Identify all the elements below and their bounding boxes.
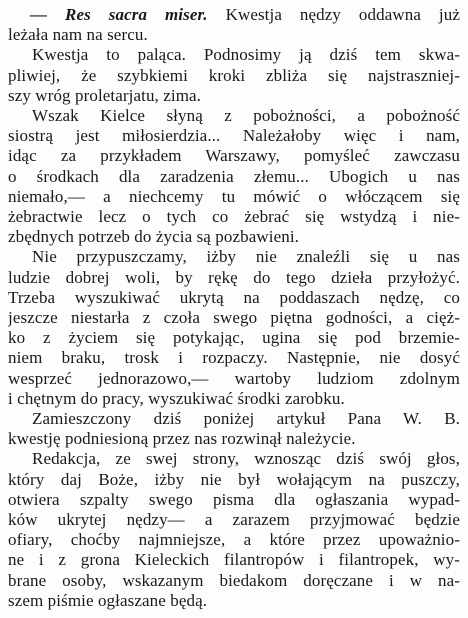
article-line: szem piśmie ogłaszane będą. — [8, 590, 208, 610]
article-title: — Res sacra miser. — [30, 5, 208, 24]
article-line: — Res sacra miser. Kwestja nędzy oddawna już — [30, 5, 460, 24]
article-line: niem braku, trosk i rozpaczy. Następnie, nie dosyć — [8, 348, 460, 368]
article-line: kwestję podniesioną przez nas rozwinął należycie. — [8, 429, 356, 449]
article-line: Redakcja, ze swej strony, wznosząc dziś swój głos, — [32, 449, 460, 469]
article-line: brane osoby, wskazanym biedakom doręczane i w na- — [8, 570, 460, 590]
article-line: niemało,— a niechcemy tu mówić o włóczącem się — [8, 186, 460, 206]
article-line: i chętnym do pracy, wyszukiwać środki zarobku. — [8, 388, 345, 408]
article-line: ków ukrytej nędzy— a zarazem przyjmować będzie — [8, 510, 460, 530]
article-line: Wszak Kielce słyną z pobożności, a pobożność — [32, 106, 460, 126]
article-line: żebractwie lecz o tych co żebrać się wstydzą i nie- — [8, 207, 460, 227]
article-line: Trzeba wyszukiwać ukrytą na poddaszach nędzę, co — [8, 287, 460, 307]
article-line: o środkach dla zaradzenia złemu... Ubogich u nas — [8, 166, 460, 186]
article-line: otwiera szpalty swego pisma dla ogłaszania wypad- — [8, 489, 460, 509]
article-line: idąc za przykładem Warszawy, pomyśleć zawczasu — [8, 146, 460, 166]
article-line: ko z życiem się potykając, ugina się pod brzemie- — [8, 328, 460, 348]
article-line: jeszcze niestarła z czoła swego piętna godności, a cięż- — [8, 308, 460, 328]
article-line: ofiary, choćby najmniejsze, a które przez upoważnio- — [8, 530, 460, 550]
article-line: Zamieszczony dziś poniżej artykuł Pana W. B. — [32, 409, 460, 429]
article-line: Kwestja to paląca. Podnosimy ją dziś tem skwa- — [32, 45, 460, 65]
article-line: wesprzeć jednorazowo,— wartoby ludziom zdolnym — [8, 368, 460, 388]
article-line: ne i z grona Kieleckich filantropów i filantropek, wy- — [8, 550, 460, 570]
article-line: leżała nam na sercu. — [8, 25, 148, 45]
article-line: który daj Boże, iżby nie był wołającym na puszczy, — [8, 469, 460, 489]
article-line: szy wróg proletarjatu, zima. — [8, 85, 202, 105]
article-line: zbędnych potrzeb do życia są pozbawieni. — [8, 227, 299, 247]
article-line: siostrą jest miłosierdzia... Należałoby więc i nam, — [8, 126, 460, 146]
article-line: pliwiej, że szybkiemi kroki zbliża się najstraszniej- — [8, 65, 460, 85]
article-line: ludzie dobrej woli, by rękę do tego dzieła przyłożyć. — [8, 267, 460, 287]
article-line: Nie przypuszczamy, iżby nie znaleźli się u nas — [32, 247, 460, 267]
